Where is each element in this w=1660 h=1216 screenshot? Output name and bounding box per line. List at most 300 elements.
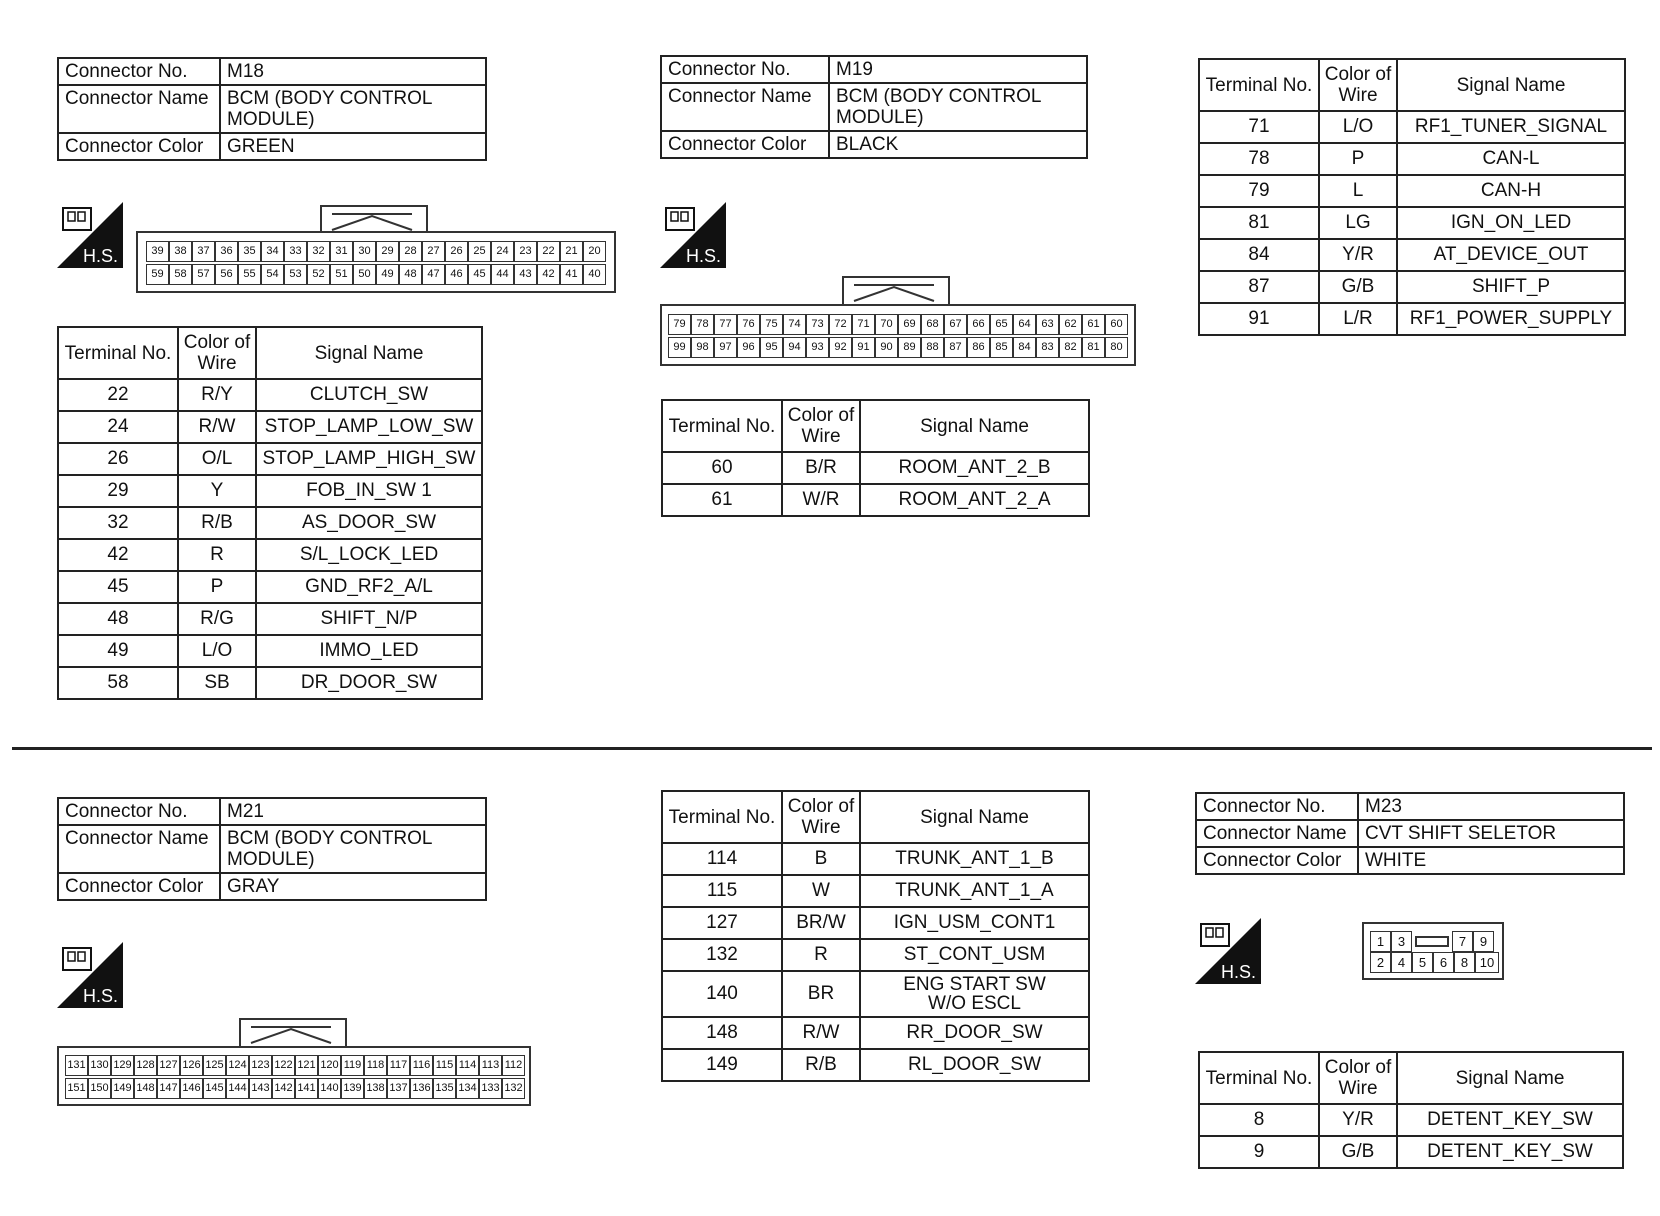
pin: 58 — [169, 264, 192, 285]
pin: 92 — [829, 337, 852, 358]
signal-name: DETENT_KEY_SW — [1397, 1104, 1623, 1136]
pin: 77 — [714, 314, 737, 335]
pin: 82 — [1059, 337, 1082, 358]
pin: 5 — [1412, 952, 1433, 973]
signal-name: AS_DOOR_SW — [256, 507, 482, 539]
wire-color: Y — [178, 475, 256, 507]
signal-name: CLUTCH_SW — [256, 379, 482, 411]
col-color: Color of Wire — [782, 400, 860, 452]
terminal-no: 127 — [662, 907, 782, 939]
pin-row-bottom — [1370, 952, 1499, 973]
signal-name: SHIFT_P — [1397, 271, 1625, 303]
signal-name: CAN-H — [1397, 175, 1625, 207]
pin: 141 — [295, 1078, 318, 1099]
pin: 99 — [668, 337, 691, 358]
pin: 76 — [737, 314, 760, 335]
connector-face-m23 — [1362, 922, 1504, 980]
wire-color: L/R — [1319, 303, 1397, 335]
harness-side-icon — [57, 202, 123, 268]
col-terminal: Terminal No. — [662, 791, 782, 843]
signal-name: FOB_IN_SW 1 — [256, 475, 482, 507]
signal-name: IGN_USM_CONT1 — [860, 907, 1089, 939]
connector-no-label: Connector No. — [661, 56, 829, 83]
hs-label: H.S. — [83, 246, 119, 266]
signal-name: IMMO_LED — [256, 635, 482, 667]
pin: 40 — [583, 264, 606, 285]
pin: 140 — [318, 1078, 341, 1099]
wire-color: P — [178, 571, 256, 603]
pin: 46 — [445, 264, 468, 285]
pin: 125 — [203, 1055, 226, 1076]
pin: 114 — [456, 1055, 479, 1076]
wire-color: W/R — [782, 484, 860, 516]
pin: 94 — [783, 337, 806, 358]
table-row — [58, 539, 482, 571]
table-row — [662, 971, 1089, 1017]
pin: 98 — [691, 337, 714, 358]
pin: 59 — [146, 264, 169, 285]
wire-color: B — [782, 843, 860, 875]
pin: 43 — [514, 264, 537, 285]
pin: 42 — [537, 264, 560, 285]
terminal-no: 71 — [1199, 111, 1319, 143]
terminal-no: 84 — [1199, 239, 1319, 271]
pin: 34 — [261, 241, 284, 262]
terminal-no: 49 — [58, 635, 178, 667]
pin: 91 — [852, 337, 875, 358]
connector-face-m21 — [57, 1046, 531, 1106]
pin: 63 — [1036, 314, 1059, 335]
terminal-no: 132 — [662, 939, 782, 971]
pin: 127 — [157, 1055, 180, 1076]
terminal-no: 58 — [58, 667, 178, 699]
wire-color: B/R — [782, 452, 860, 484]
pin: 150 — [88, 1078, 111, 1099]
pin-row-top — [1370, 931, 1494, 952]
pin-row-bottom — [146, 264, 606, 285]
pin: 29 — [376, 241, 399, 262]
terminal-no: 8 — [1199, 1104, 1319, 1136]
table-row — [662, 1017, 1089, 1049]
connector-no-value: M23 — [1358, 793, 1624, 820]
col-signal: Signal Name — [1397, 59, 1625, 111]
pin: 143 — [249, 1078, 272, 1099]
table-row — [1199, 1136, 1623, 1168]
pin: 142 — [272, 1078, 295, 1099]
terminal-no: 140 — [662, 971, 782, 1017]
table-row — [662, 1049, 1089, 1081]
terminal-no: 26 — [58, 443, 178, 475]
pin: 120 — [318, 1055, 341, 1076]
pin: 3 — [1391, 931, 1412, 952]
pin-row-bottom — [668, 337, 1128, 358]
table-row — [662, 907, 1089, 939]
pin: 7 — [1452, 931, 1473, 952]
signal-name: TRUNK_ANT_1_A — [860, 875, 1089, 907]
pin: 96 — [737, 337, 760, 358]
pin: 6 — [1433, 952, 1454, 973]
wire-color: L — [1319, 175, 1397, 207]
pin: 60 — [1105, 314, 1128, 335]
pin: 55 — [238, 264, 261, 285]
pin: 135 — [433, 1078, 456, 1099]
wire-color: G/B — [1319, 271, 1397, 303]
connector-name-label: Connector Name — [58, 85, 220, 133]
table-row — [58, 379, 482, 411]
pin: 89 — [898, 337, 921, 358]
pin: 1 — [1370, 931, 1391, 952]
terminal-no: 60 — [662, 452, 782, 484]
pin: 112 — [502, 1055, 525, 1076]
pin: 132 — [502, 1078, 525, 1099]
pin: 133 — [479, 1078, 502, 1099]
pin: 56 — [215, 264, 238, 285]
pin: 70 — [875, 314, 898, 335]
connector-no-label: Connector No. — [1196, 793, 1358, 820]
connector-name-label: Connector Name — [58, 825, 220, 873]
pin: 30 — [353, 241, 376, 262]
pin: 85 — [990, 337, 1013, 358]
col-terminal: Terminal No. — [1199, 1052, 1319, 1104]
harness-side-icon — [57, 942, 123, 1008]
pin: 78 — [691, 314, 714, 335]
pin-row-bottom — [65, 1078, 525, 1099]
pin: 53 — [284, 264, 307, 285]
signal-name: S/L_LOCK_LED — [256, 539, 482, 571]
connector-name-value: BCM (BODY CONTROL MODULE) — [220, 85, 486, 133]
table-row — [662, 484, 1089, 516]
connector-info-m19 — [660, 55, 1088, 159]
pin: 93 — [806, 337, 829, 358]
table-row — [1199, 143, 1625, 175]
table-row — [1199, 303, 1625, 335]
pin: 130 — [88, 1055, 111, 1076]
pin: 52 — [307, 264, 330, 285]
table-row — [58, 603, 482, 635]
terminal-no: 42 — [58, 539, 178, 571]
wire-color: BR/W — [782, 907, 860, 939]
connector-name-value: BCM (BODY CONTROL MODULE) — [829, 83, 1087, 131]
pin-row-top — [146, 241, 606, 262]
pin: 57 — [192, 264, 215, 285]
pin: 90 — [875, 337, 898, 358]
pin: 68 — [921, 314, 944, 335]
wire-color: L/O — [178, 635, 256, 667]
latch-mark — [249, 1025, 333, 1045]
latch-mark — [330, 212, 414, 232]
pin: 26 — [445, 241, 468, 262]
table-row — [1199, 175, 1625, 207]
table-row — [58, 507, 482, 539]
pin: 126 — [180, 1055, 203, 1076]
signal-name: ROOM_ANT_2_A — [860, 484, 1089, 516]
pin: 54 — [261, 264, 284, 285]
pin: 149 — [111, 1078, 134, 1099]
pin: 116 — [410, 1055, 433, 1076]
pin: 87 — [944, 337, 967, 358]
terminal-table-m19-continued — [1198, 58, 1626, 336]
pin: 86 — [967, 337, 990, 358]
table-row — [1199, 111, 1625, 143]
hs-label: H.S. — [1221, 962, 1257, 982]
connector-name-label: Connector Name — [1196, 820, 1358, 847]
pin: 71 — [852, 314, 875, 335]
hs-label: H.S. — [83, 986, 119, 1006]
wire-color: R — [782, 939, 860, 971]
pin: 2 — [1370, 952, 1391, 973]
signal-name: CAN-L — [1397, 143, 1625, 175]
pin: 118 — [364, 1055, 387, 1076]
terminal-no: 29 — [58, 475, 178, 507]
wire-color: SB — [178, 667, 256, 699]
pin: 69 — [898, 314, 921, 335]
pin: 136 — [410, 1078, 433, 1099]
pin: 122 — [272, 1055, 295, 1076]
pin: 25 — [468, 241, 491, 262]
key-slot — [1412, 931, 1452, 950]
pin: 24 — [491, 241, 514, 262]
pin: 49 — [376, 264, 399, 285]
connector-color-value: GRAY — [220, 873, 486, 900]
wire-color: R/W — [782, 1017, 860, 1049]
connector-color-label: Connector Color — [58, 133, 220, 160]
wire-color: Y/R — [1319, 239, 1397, 271]
pin: 128 — [134, 1055, 157, 1076]
wire-color: R/Y — [178, 379, 256, 411]
col-color: Color of Wire — [1319, 1052, 1397, 1104]
signal-name: RL_DOOR_SW — [860, 1049, 1089, 1081]
terminal-no: 61 — [662, 484, 782, 516]
pin: 21 — [560, 241, 583, 262]
wire-color: R/B — [178, 507, 256, 539]
pin: 124 — [226, 1055, 249, 1076]
pin: 84 — [1013, 337, 1036, 358]
signal-name: STOP_LAMP_HIGH_SW — [256, 443, 482, 475]
signal-name: RF1_POWER_SUPPLY — [1397, 303, 1625, 335]
connector-info-m21 — [57, 797, 487, 901]
signal-name: ROOM_ANT_2_B — [860, 452, 1089, 484]
pin: 36 — [215, 241, 238, 262]
connector-color-label: Connector Color — [1196, 847, 1358, 874]
pin: 35 — [238, 241, 261, 262]
connector-color-label: Connector Color — [58, 873, 220, 900]
wire-color: G/B — [1319, 1136, 1397, 1168]
pin: 80 — [1105, 337, 1128, 358]
pin: 62 — [1059, 314, 1082, 335]
signal-name: RF1_TUNER_SIGNAL — [1397, 111, 1625, 143]
pin: 145 — [203, 1078, 226, 1099]
pin: 27 — [422, 241, 445, 262]
wire-color: Y/R — [1319, 1104, 1397, 1136]
connector-color-value: BLACK — [829, 131, 1087, 158]
section-divider — [12, 747, 1652, 750]
table-row — [662, 843, 1089, 875]
table-row — [58, 571, 482, 603]
pin: 146 — [180, 1078, 203, 1099]
pin: 129 — [111, 1055, 134, 1076]
wire-color: R/W — [178, 411, 256, 443]
signal-name: STOP_LAMP_LOW_SW — [256, 411, 482, 443]
pin: 148 — [134, 1078, 157, 1099]
pin-row-top — [668, 314, 1128, 335]
pin: 28 — [399, 241, 422, 262]
col-color: Color of Wire — [178, 327, 256, 379]
connector-no-label: Connector No. — [58, 58, 220, 85]
pin: 73 — [806, 314, 829, 335]
pin: 131 — [65, 1055, 88, 1076]
pin: 51 — [330, 264, 353, 285]
connector-info-m18 — [57, 57, 487, 161]
signal-name: SHIFT_N/P — [256, 603, 482, 635]
pin: 144 — [226, 1078, 249, 1099]
pin: 117 — [387, 1055, 410, 1076]
terminal-table-m19 — [661, 399, 1090, 517]
table-row — [58, 635, 482, 667]
pin: 95 — [760, 337, 783, 358]
table-row — [1199, 207, 1625, 239]
signal-name: ST_CONT_USM — [860, 939, 1089, 971]
col-color: Color of Wire — [782, 791, 860, 843]
terminal-no: 24 — [58, 411, 178, 443]
pin: 61 — [1082, 314, 1105, 335]
connector-no-value: M18 — [220, 58, 486, 85]
pin: 115 — [433, 1055, 456, 1076]
signal-name: IGN_ON_LED — [1397, 207, 1625, 239]
terminal-no: 81 — [1199, 207, 1319, 239]
wire-color: L/O — [1319, 111, 1397, 143]
wire-color: R/G — [178, 603, 256, 635]
terminal-no: 148 — [662, 1017, 782, 1049]
terminal-no: 9 — [1199, 1136, 1319, 1168]
pin: 20 — [583, 241, 606, 262]
pin: 139 — [341, 1078, 364, 1099]
harness-side-icon — [1195, 918, 1261, 984]
pin: 83 — [1036, 337, 1059, 358]
terminal-no: 87 — [1199, 271, 1319, 303]
pin: 64 — [1013, 314, 1036, 335]
terminal-no: 91 — [1199, 303, 1319, 335]
connector-color-value: GREEN — [220, 133, 486, 160]
pin: 66 — [967, 314, 990, 335]
pin: 121 — [295, 1055, 318, 1076]
pin: 138 — [364, 1078, 387, 1099]
connector-name-label: Connector Name — [661, 83, 829, 131]
latch-mark — [852, 283, 936, 303]
col-terminal: Terminal No. — [1199, 59, 1319, 111]
pin: 4 — [1391, 952, 1412, 973]
wire-color: W — [782, 875, 860, 907]
col-terminal: Terminal No. — [58, 327, 178, 379]
pin: 45 — [468, 264, 491, 285]
table-row — [662, 875, 1089, 907]
connector-name-value: CVT SHIFT SELETOR — [1358, 820, 1624, 847]
pin: 151 — [65, 1078, 88, 1099]
pin: 123 — [249, 1055, 272, 1076]
terminal-table-m18 — [57, 326, 483, 700]
pin: 48 — [399, 264, 422, 285]
pin: 97 — [714, 337, 737, 358]
pin: 37 — [192, 241, 215, 262]
col-signal: Signal Name — [860, 791, 1089, 843]
pin-row-top — [65, 1055, 525, 1076]
pin: 44 — [491, 264, 514, 285]
wire-color: BR — [782, 971, 860, 1017]
wire-color: LG — [1319, 207, 1397, 239]
wire-color: O/L — [178, 443, 256, 475]
terminal-no: 115 — [662, 875, 782, 907]
wire-color: R/B — [782, 1049, 860, 1081]
connector-face-m19 — [660, 304, 1136, 366]
pin: 33 — [284, 241, 307, 262]
pin: 134 — [456, 1078, 479, 1099]
terminal-no: 45 — [58, 571, 178, 603]
pin: 88 — [921, 337, 944, 358]
pin: 10 — [1475, 952, 1499, 973]
pin: 8 — [1454, 952, 1475, 973]
col-signal: Signal Name — [860, 400, 1089, 452]
terminal-table-m21 — [661, 790, 1090, 1082]
table-row — [58, 411, 482, 443]
col-signal: Signal Name — [256, 327, 482, 379]
signal-name: ENG START SW W/O ESCL — [860, 971, 1089, 1017]
signal-name: AT_DEVICE_OUT — [1397, 239, 1625, 271]
signal-name: GND_RF2_A/L — [256, 571, 482, 603]
hs-label: H.S. — [686, 246, 722, 266]
pin: 113 — [479, 1055, 502, 1076]
terminal-no: 79 — [1199, 175, 1319, 207]
pin: 39 — [146, 241, 169, 262]
connector-no-label: Connector No. — [58, 798, 220, 825]
table-row — [58, 475, 482, 507]
connector-info-m23 — [1195, 792, 1625, 875]
connector-color-value: WHITE — [1358, 847, 1624, 874]
pin: 74 — [783, 314, 806, 335]
pin: 65 — [990, 314, 1013, 335]
harness-side-icon — [660, 202, 726, 268]
connector-face-m18 — [136, 231, 616, 293]
connector-color-label: Connector Color — [661, 131, 829, 158]
connector-no-value: M19 — [829, 56, 1087, 83]
pin: 9 — [1473, 931, 1494, 952]
pin: 79 — [668, 314, 691, 335]
terminal-no: 22 — [58, 379, 178, 411]
pin: 22 — [537, 241, 560, 262]
pin: 38 — [169, 241, 192, 262]
connector-no-value: M21 — [220, 798, 486, 825]
wire-color: R — [178, 539, 256, 571]
pin: 81 — [1082, 337, 1105, 358]
table-row — [58, 667, 482, 699]
table-row — [662, 939, 1089, 971]
pin: 67 — [944, 314, 967, 335]
pin: 31 — [330, 241, 353, 262]
pin: 75 — [760, 314, 783, 335]
terminal-table-m23 — [1198, 1051, 1624, 1169]
table-row — [662, 452, 1089, 484]
col-signal: Signal Name — [1397, 1052, 1623, 1104]
pin: 47 — [422, 264, 445, 285]
signal-name: TRUNK_ANT_1_B — [860, 843, 1089, 875]
signal-name: RR_DOOR_SW — [860, 1017, 1089, 1049]
pin: 137 — [387, 1078, 410, 1099]
pin: 23 — [514, 241, 537, 262]
pin: 147 — [157, 1078, 180, 1099]
terminal-no: 48 — [58, 603, 178, 635]
table-row — [58, 443, 482, 475]
col-terminal: Terminal No. — [662, 400, 782, 452]
table-row — [1199, 239, 1625, 271]
terminal-no: 78 — [1199, 143, 1319, 175]
